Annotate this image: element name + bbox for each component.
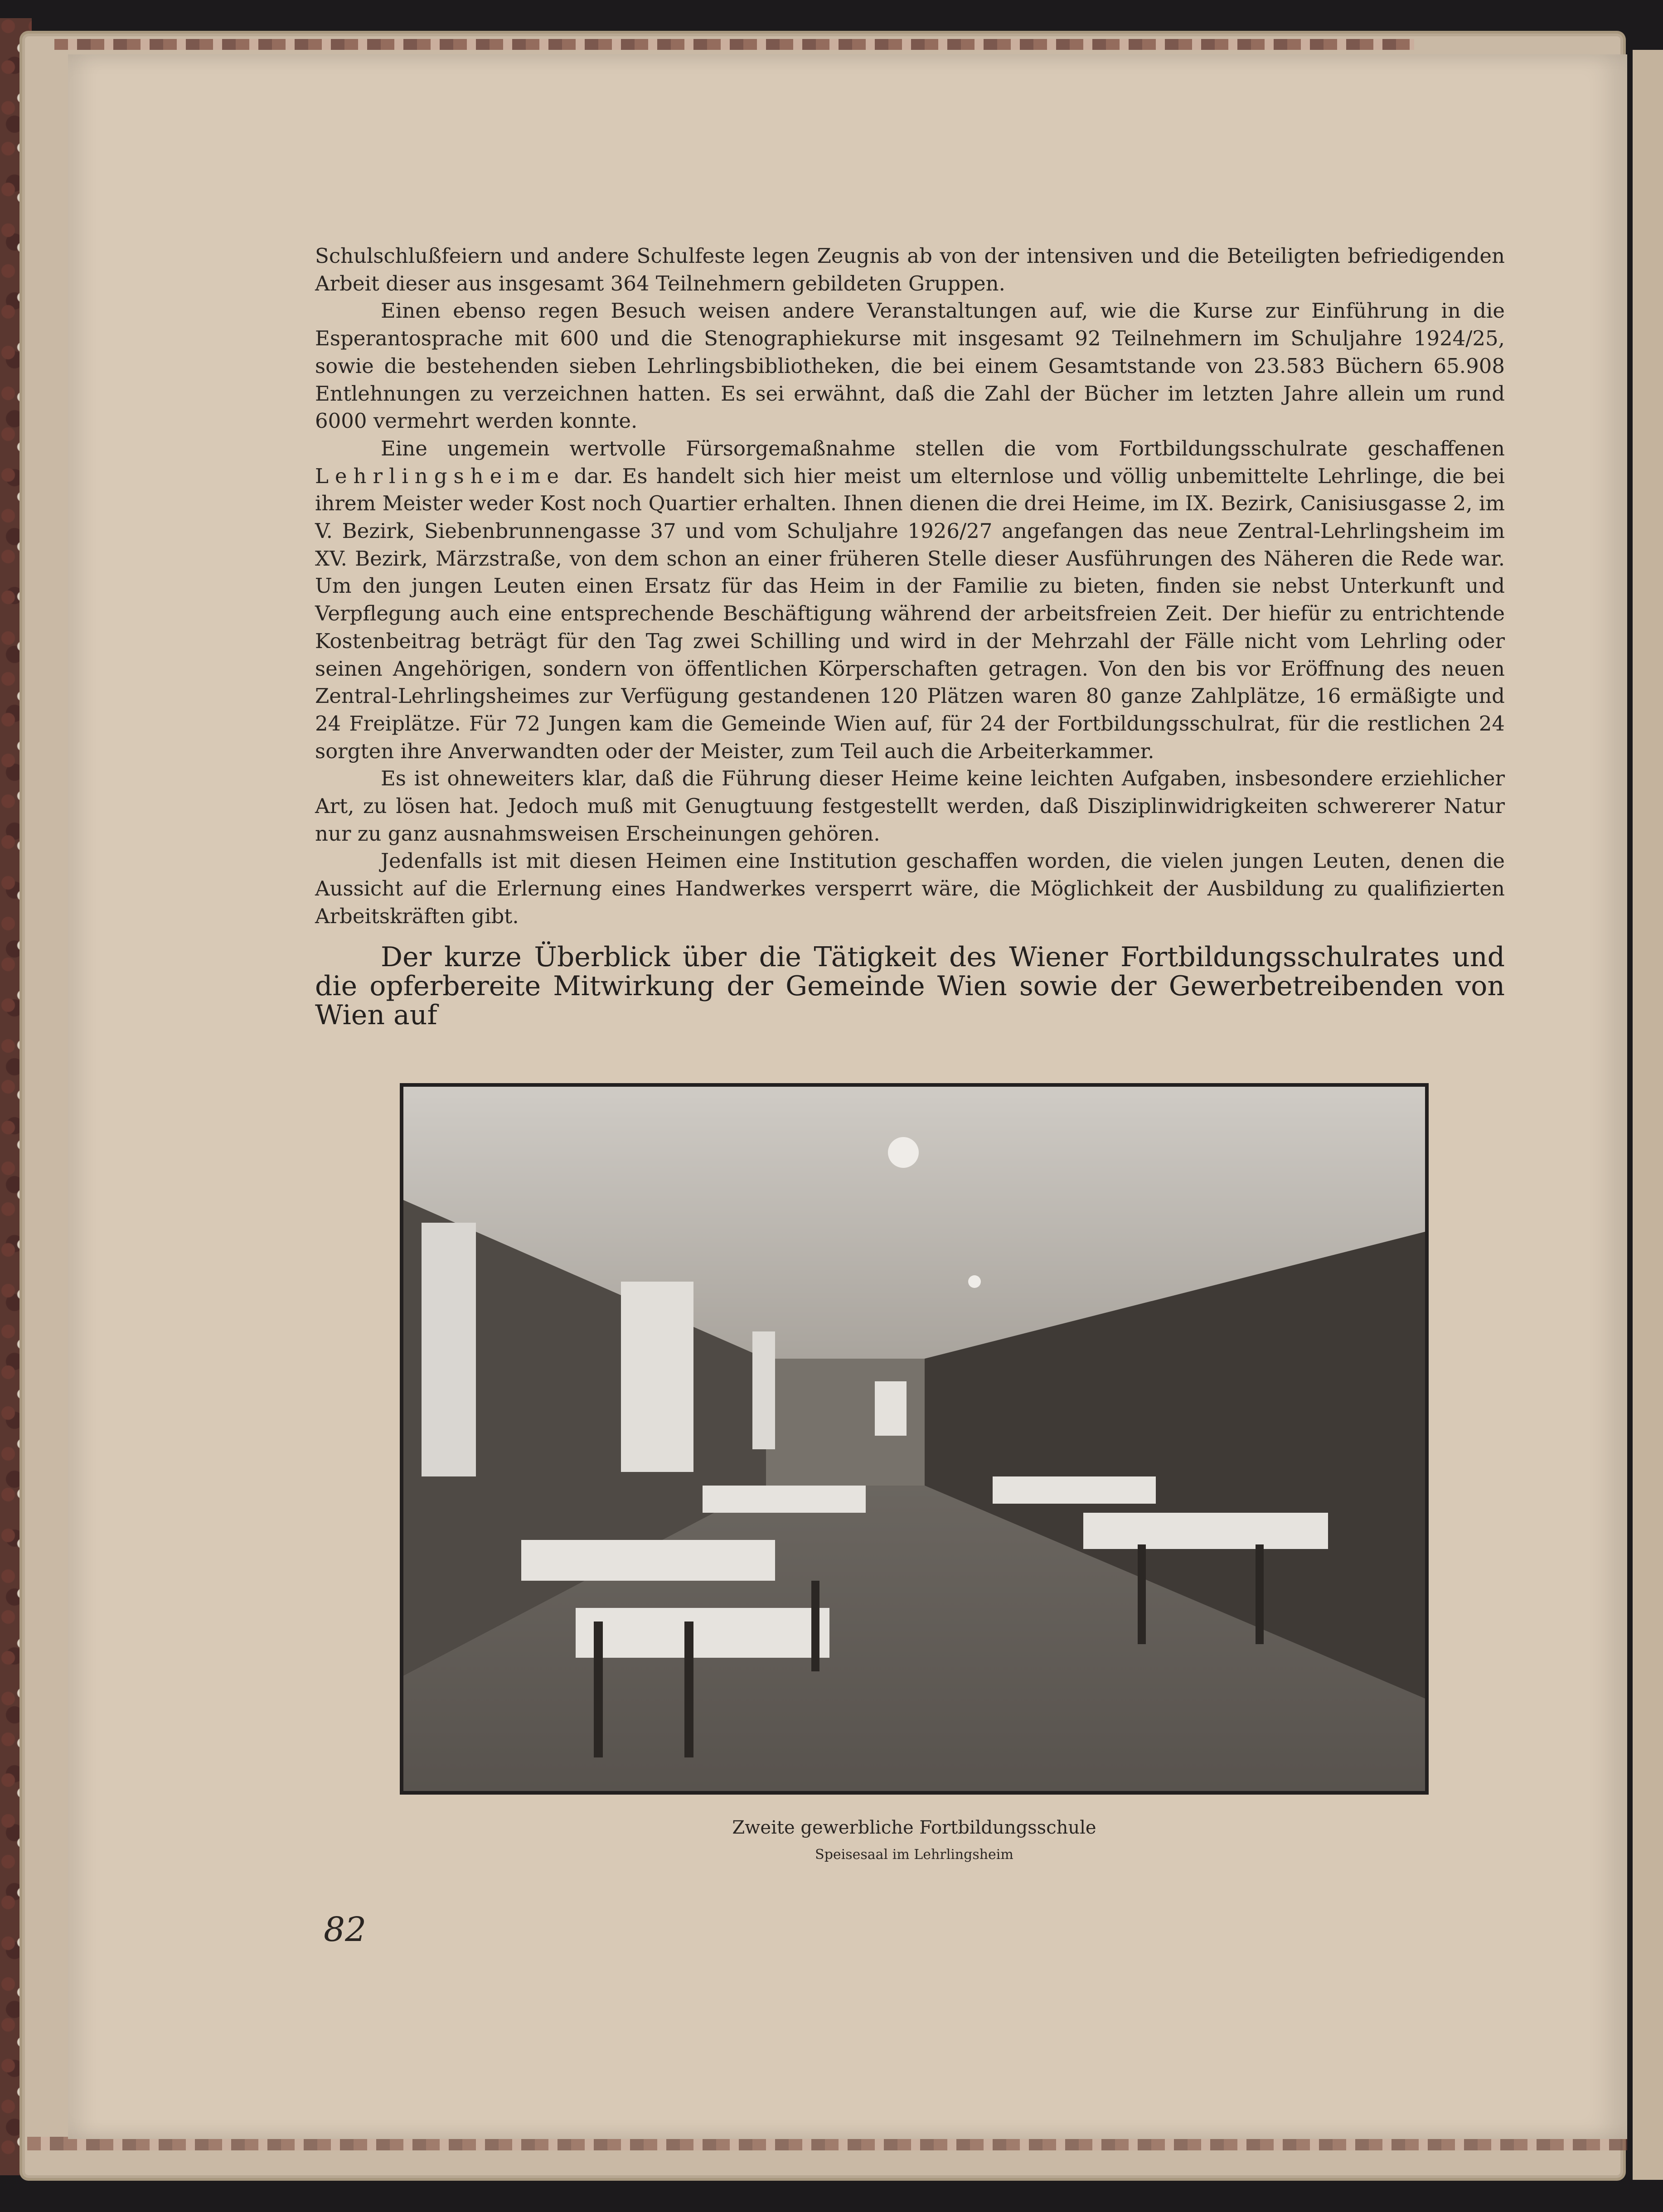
top-edge-binding <box>54 39 1414 50</box>
emphasized-term: Lehrlingsheime <box>315 464 565 488</box>
dining-hall-photo <box>400 1083 1429 1795</box>
page-number: 82 <box>324 1910 367 1949</box>
paragraph: Schulschlußfeiern und andere Schulfeste legen Zeugnis ab von der intensiven und die Beteiligten befriedigenden Arbeit dieser aus insgesamt 364 Teilnehmern gebildeten Gruppen. <box>315 244 1505 295</box>
lead-paragraph-text: Der kurze Überblick über die Tätigkeit des Wiener Fortbildungsschulrates und die opferbereite Mitwirkung der Gemeinde Wien sowie der Gewerbetreibenden von Wien auf <box>315 941 1505 1031</box>
paragraph: Einen ebenso regen Besuch weisen andere Veranstaltungen auf, wie die Kurse zur Einführung in die Esperantosprache mit 600 und die Stenographiekurse mit insgesamt 92 Teilnehmern im Schuljahre 1924/25, sowie die bestehenden sieben Lehrlingsbibliotheken, die bei einem Gesamtstande von 23.583 Büchern 65.908 Entlehnungen zu verzeichnen hatten. Es sei erwähnt, daß die Zahl der Bücher im letzten Jahre allein um rund 6000 vermehrt werden konnte. <box>315 299 1505 433</box>
figure-caption-title: Zweite gewerbliche Fortbildungsschule <box>732 1817 1096 1838</box>
paragraph <box>315 435 1505 765</box>
body-text <box>315 242 1505 930</box>
paragraph: Jedenfalls ist mit diesen Heimen eine Institution geschaffen worden, die vielen jungen Leuten, denen die Aussicht auf die Erlernung eines Handwerkes versperrt wäre, die Möglichkeit der Ausbildung zu qualifizierten Arbeitskräften gibt. <box>315 849 1505 928</box>
paragraph-text: dar. Es handelt sich hier meist um elternlose und völlig unbemittelte Lehrlinge, die bei ihrem Meister weder Kost noch Quartier erhalten. Ihnen dienen die drei Heime, im IX. Bezirk, Canisiusgasse 2, im V. Bezirk, Siebenbrunnengasse 37 und vom Schuljahre 1926/27 angefangen das neue Zentral-Lehrlingsheim im XV. Bezirk, Märzstraße, von dem schon an einer früheren Stelle dieser Ausführungen des Näheren die Rede war. Um den jungen Leuten einen Ersatz für das Heim in der Familie zu bieten, finden sie nebst Unterkunft und Verpflegung auch eine entsprechende Beschäftigung während der arbeitsfreien Zeit. Der hiefür zu entrichtende Kostenbeitrag beträgt für den Tag zwei Schilling und wird in der Mehrzahl der Fälle nicht vom Lehrling oder seinen Angehörigen, sondern von öffentlichen Körperschaften getragen. Von den bis vor Eröffnung des neuen Zentral-Lehrlingsheimes zur Verfügung gestandenen 120 Plätzen waren 80 ganze Zahlplätze, 16 ermäßigte und 24 Freiplätze. Für 72 Jungen kam die Gemeinde Wien auf, für 24 der Fortbildungsschulrat, für die restlichen 24 sorgten ihre Anverwandten oder der Meister, zum Teil auch die Arbeiterkammer. <box>315 464 1505 763</box>
photo-illustration <box>403 1087 1425 1791</box>
paragraph: Es ist ohneweiters klar, daß die Führung dieser Heime keine leichten Aufgaben, insbesondere erziehlicher Art, zu lösen hat. Jedoch muß mit Genugtuung festgestellt werden, daß Disziplinwidrigkeiten schwererer Natur nur zu ganz ausnahmsweisen Erscheinungen gehören. <box>315 766 1505 846</box>
figure-caption-subtitle: Speisesaal im Lehrlingsheim <box>815 1847 1013 1863</box>
lead-paragraph <box>315 943 1505 1030</box>
facing-page-edge <box>1627 50 1663 2180</box>
paragraph-text: Eine ungemein wertvolle Fürsorgemaßnahme stellen die vom Fortbildungsschulrate geschaffenen <box>381 436 1505 460</box>
